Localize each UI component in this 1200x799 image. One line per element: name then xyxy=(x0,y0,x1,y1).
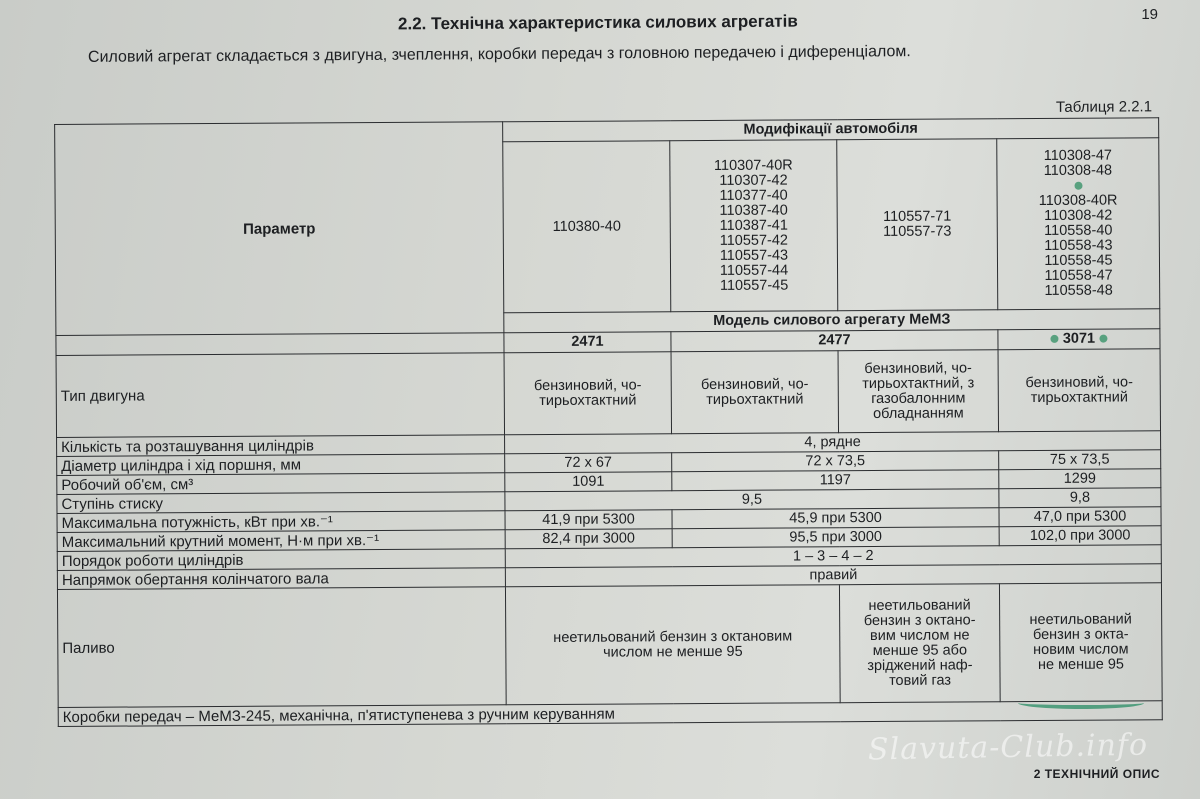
engine-type-cell: бензиновий, чо- тирьохтактний xyxy=(998,349,1160,432)
watermark: Slavuta-Club.info xyxy=(867,727,1149,768)
power-value: 41,9 при 5300 xyxy=(505,510,672,530)
fuel-value: неетильований бензин з окта- новим числом не менше 95 xyxy=(999,583,1162,702)
intro-paragraph: Силовий агрегат складається з двигуна, зчеплення, коробки передач з головною передачею і диференціалом. xyxy=(87,43,911,66)
gearbox-row: Коробки передач – МеМЗ-245, механічна, п'ятиступенева з ручним керуванням xyxy=(58,701,1162,727)
engine-type-cell: бензиновий, чо- тирьохтактний xyxy=(671,351,838,434)
model-cell: 2477 xyxy=(671,330,998,352)
table-caption: Таблиця 2.2.1 xyxy=(1055,98,1153,116)
marker-dot xyxy=(1051,335,1059,343)
power-value: 45,9 при 5300 xyxy=(672,508,999,529)
row-label-displacement: Робочий об'єм, см³ xyxy=(57,473,505,495)
bore-stroke-value: 72 х 73,5 xyxy=(672,451,999,472)
cylinders-value: 4, рядне xyxy=(505,431,1161,454)
row-label-rotation: Напрямок обертання колінчатого вала xyxy=(57,568,505,590)
bore-stroke-value: 75 х 73,5 xyxy=(999,450,1161,470)
row-label-fuel: Паливо xyxy=(57,587,506,708)
section-title: 2.2. Технічна характеристика силових агрегатів xyxy=(397,11,798,34)
modification-cell: 110557-71 110557-73 xyxy=(837,139,998,311)
displacement-value: 1197 xyxy=(672,470,999,491)
model-header: Модель силового агрегату МеМЗ xyxy=(504,309,1160,333)
torque-value: 82,4 при 3000 xyxy=(505,529,672,549)
engine-type-cell: бензиновий, чо- тирьохтактний xyxy=(504,352,671,435)
power-value: 47,0 при 5300 xyxy=(999,507,1161,527)
row-label-engine-type: Тип двигуна xyxy=(56,353,504,438)
fuel-value: неетильований бензин з октановим числом не менше 95 xyxy=(505,585,840,705)
param-header: Параметр xyxy=(55,122,504,336)
model-cell: 3071 xyxy=(998,329,1160,350)
compression-value: 9,5 xyxy=(505,489,999,511)
modification-cell: 110380-40 xyxy=(503,141,671,313)
rotation-value: правий xyxy=(505,564,1161,587)
row-label-compression: Ступінь стиску xyxy=(57,492,505,514)
row-label-firing-order: Порядок роботи циліндрів xyxy=(57,549,505,571)
model-cell: 2471 xyxy=(504,332,671,353)
modifications-header: Модифікації автомобіля xyxy=(503,118,1159,142)
row-label-torque: Максимальний крутний момент, Н·м при хв.⁻¹ xyxy=(57,530,505,552)
row-label-power: Максимальна потужність, кВт при хв.⁻¹ xyxy=(57,511,505,533)
compression-value: 9,8 xyxy=(999,488,1161,508)
firing-order-value: 1 – 3 – 4 – 2 xyxy=(505,545,1161,568)
engine-type-cell: бензиновий, чо- тирьохтактний, з газобалонним обладнанням xyxy=(838,350,998,433)
row-label-cylinders: Кількість та розташування циліндрів xyxy=(57,435,505,457)
spec-table xyxy=(54,117,1163,727)
marker-dot xyxy=(1074,182,1082,190)
spec-table-container xyxy=(54,97,1162,727)
bore-stroke-value: 72 х 67 xyxy=(505,453,672,473)
modification-cell: 110308-47 110308-48 110308-40R 110308-42 110558-40 110558-43 110558-45 110558-47 110558-48 xyxy=(997,138,1160,310)
marker-underline xyxy=(1018,697,1144,709)
row-label-bore-stroke: Діаметр циліндра і хід поршня, мм xyxy=(57,454,505,476)
torque-value: 102,0 при 3000 xyxy=(999,526,1161,546)
displacement-value: 1091 xyxy=(505,472,672,492)
blank-cell xyxy=(56,333,504,356)
page-number: 19 xyxy=(1141,6,1158,23)
fuel-value: неетильований бензин з октано- вим числом не менше 95 або зріджений наф- товий газ xyxy=(839,584,1000,703)
displacement-value: 1299 xyxy=(999,469,1161,489)
footer-section-label: 2 ТЕХНІЧНИЙ ОПИС xyxy=(1033,767,1160,781)
marker-dot xyxy=(1099,335,1107,343)
modification-cell: 110307-40R 110307-42 110377-40 110387-40 110387-41 110557-42 110557-43 110557-44 110557-45 xyxy=(670,140,838,312)
torque-value: 95,5 при 3000 xyxy=(672,527,999,548)
